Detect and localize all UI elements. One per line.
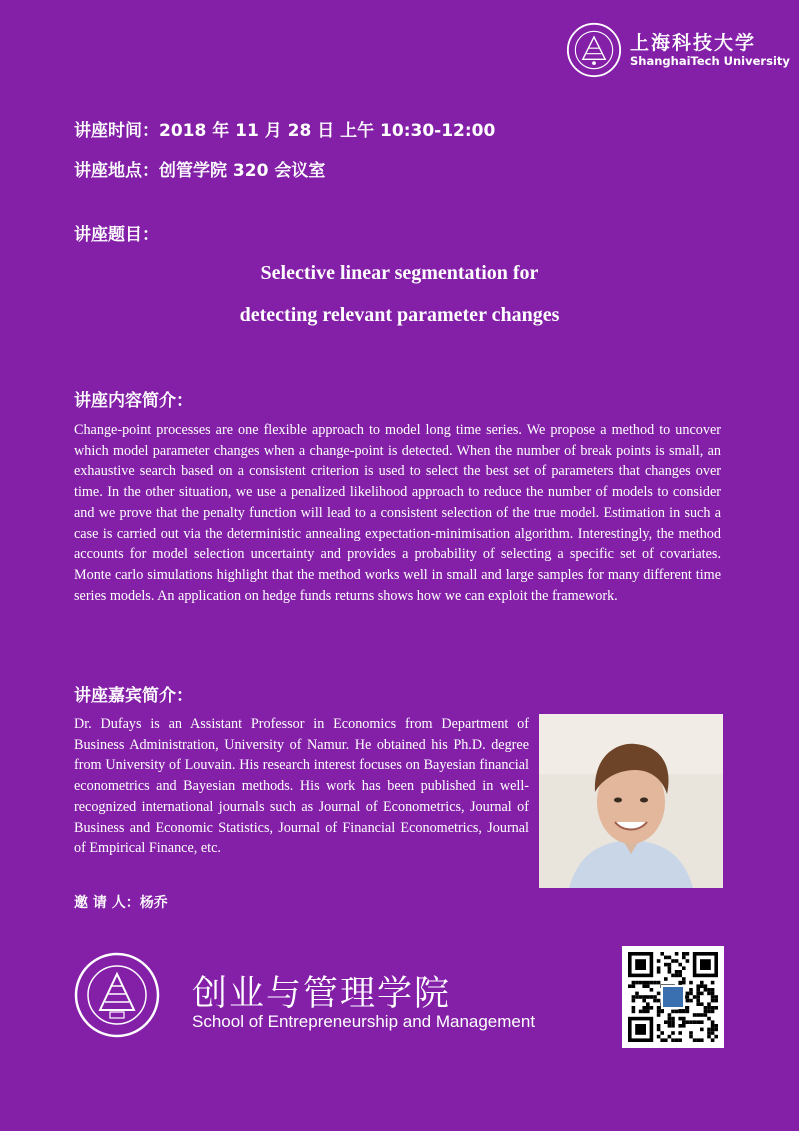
university-logo: [566, 20, 790, 80]
university-name-cn: 上海科技大学: [630, 32, 757, 54]
abstract-text: Change-point processes are one flexible approach to model long time series. We propose a method to uncover which model parameter changes when a change-point is detected. When the number of break points is small, an exhaustive search based on a consistent criterion is used to select the best set of parameters that changes over time. In the other situation, we use a penalized likelihood approach to reduce the number of models to consider and we prove that the penalty function will lead to a consistent selection of the true model. Estimation in such a case is carried out via the deterministic annealing expectation-minimisation algorithm. Interestingly, the method accounts for model selection uncertainty and provides a probability of selecting a specific set of covariates. Monte carlo simulations highlight that the method works well in small and large samples for many different time series models. An application on hedge funds returns shows how we can exploit the framework.: [74, 422, 721, 604]
speaker-bio: Dr. Dufays is an Assistant Professor in Economics from Department of Business Administration, University of Namur. He obtained his Ph.D. degree from University of Louvain. His research interest focuses on Bayesian financial econometrics and Bayesian methods. His work has been published in well-recognized international journals such as Journal of Econometrics, Journal of Business and Economic Statistics, Journal of Financial Econometrics, Journal of Empirical Finance, etc.: [74, 716, 529, 857]
qr-code-pattern: [622, 946, 724, 1048]
school-name-en: School of Entrepreneurship and Management: [192, 1012, 536, 1031]
lecture-title-line-2: detecting relevant parameter changes: [239, 304, 560, 326]
lecture-topic-label: 讲座题目：: [74, 225, 159, 245]
speaker-photo: [539, 714, 723, 888]
lecture-time: 讲座时间：2018 年 11 月 28 日 上午 10:30-12:00: [74, 121, 496, 141]
university-name-en: ShanghaiTech University: [630, 54, 790, 68]
speaker-heading: 讲座嘉宾简介：: [74, 686, 193, 706]
school-name-cn: 创业与管理学院: [192, 974, 452, 1014]
abstract-heading: 讲座内容简介：: [74, 391, 193, 411]
lecture-place: 讲座地点：创管学院 320 会议室: [74, 161, 326, 181]
university-seal-icon: [74, 952, 160, 1038]
qr-code-icon: [622, 946, 724, 1048]
inviter: 邀 请 人：杨乔: [74, 895, 168, 911]
lecture-title-line-1: Selective linear segmentation for: [260, 262, 539, 284]
university-seal-icon: [566, 22, 622, 78]
